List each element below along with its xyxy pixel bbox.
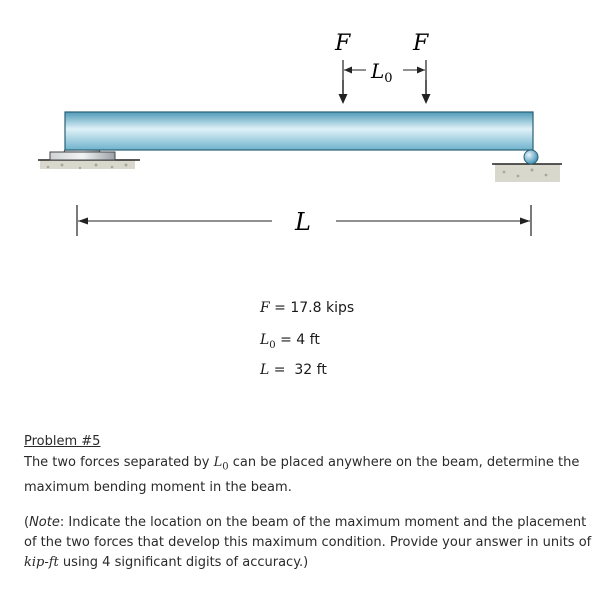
spacing-dimension: [343, 59, 426, 86]
given-force-symbol: F: [260, 300, 270, 316]
roller-support: [492, 150, 562, 182]
problem-statement: The two forces separated by $L_0$ can be placed anywhere on the beam, determine the maximum bending moment in the beam.: [24, 455, 580, 495]
spacing-label: $L_0$: [371, 59, 393, 86]
beam-diagram: [0, 0, 612, 240]
force-arrow-right: [422, 80, 431, 104]
beam: [65, 112, 533, 150]
problem-note: (Note: Indicate the location on the beam of the maximum moment and the placement of the two forces that develop this maximum condition. Provide your answer in units of kip-ft using 4 significant digits of accuracy.): [24, 515, 592, 570]
force-label-left: F: [335, 31, 351, 56]
given-span: [260, 362, 327, 378]
note-unit: kip-ft: [24, 555, 59, 570]
given-spacing: [260, 332, 320, 351]
given-spacing-symbol: $L_0$: [260, 332, 276, 351]
force-label-right: F: [413, 31, 429, 56]
given-span-symbol: L: [260, 362, 270, 378]
force-arrow-left: [339, 80, 348, 104]
given-span-value: = 32 ft: [273, 362, 327, 378]
problem-title: Problem #5: [24, 434, 101, 449]
given-force: [260, 300, 354, 316]
note-label: Note: [29, 515, 60, 530]
given-force-value: = 17.8 kips: [274, 300, 355, 316]
span-dimension: [77, 205, 531, 236]
span-label: L: [295, 208, 311, 236]
statement-symbol: $L_0$: [213, 455, 229, 473]
given-spacing-value: = 4 ft: [280, 332, 320, 348]
